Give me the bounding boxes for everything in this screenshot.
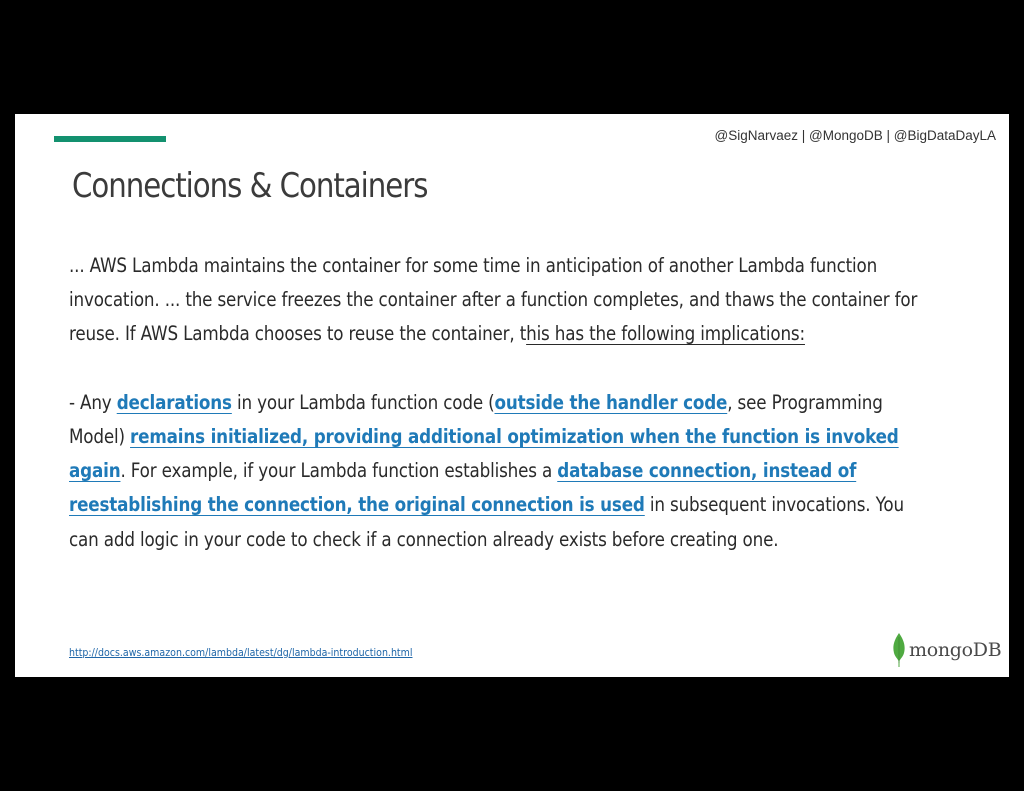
- text-segment: in subsequent invocations. You can add logic in your code to check if a connection already exists before creating one.: [69, 493, 904, 551]
- text-segment: - Any: [69, 390, 117, 414]
- mongodb-logo: [892, 630, 1001, 670]
- slide-title: Connections & Containers: [72, 166, 428, 206]
- link-outside-handler[interactable]: outside the handler code: [494, 390, 728, 414]
- social-handles: @SigNarvaez | @MongoDB | @BigDataDayLA: [714, 128, 996, 143]
- paragraph-implications: [69, 386, 938, 557]
- link-remains-initialized[interactable]: remains initialized, providing additional optimization when the function is invoked again: [69, 425, 899, 483]
- quote-intro: ... AWS Lambda maintains the container for some time in anticipation of another Lambda function invocation. ... the service freezes the container after a function completes, and thaws the container for reuse. If AWS Lambda chooses to reuse the container, t: [69, 254, 918, 346]
- mongodb-wordmark: mongoDB: [909, 639, 1002, 661]
- mongodb-leaf-icon: [892, 633, 906, 667]
- slide-body: [69, 249, 938, 557]
- slide: [15, 114, 1009, 677]
- paragraph-quote: [69, 249, 938, 352]
- text-segment: in your Lambda function code (: [231, 390, 495, 414]
- link-declarations[interactable]: declarations: [116, 390, 232, 414]
- accent-bar: [54, 136, 166, 142]
- link-database-connection[interactable]: database connection, instead of reestablishing the connection, the original connection is used: [69, 459, 857, 517]
- quote-underlined: his has the following implications:: [526, 322, 805, 346]
- text-segment: , see Programming Model): [69, 390, 883, 448]
- text-segment: . For example, if your Lambda function establishes a: [120, 459, 558, 483]
- source-link[interactable]: http://docs.aws.amazon.com/lambda/latest/dg/lambda-introduction.html: [69, 646, 413, 659]
